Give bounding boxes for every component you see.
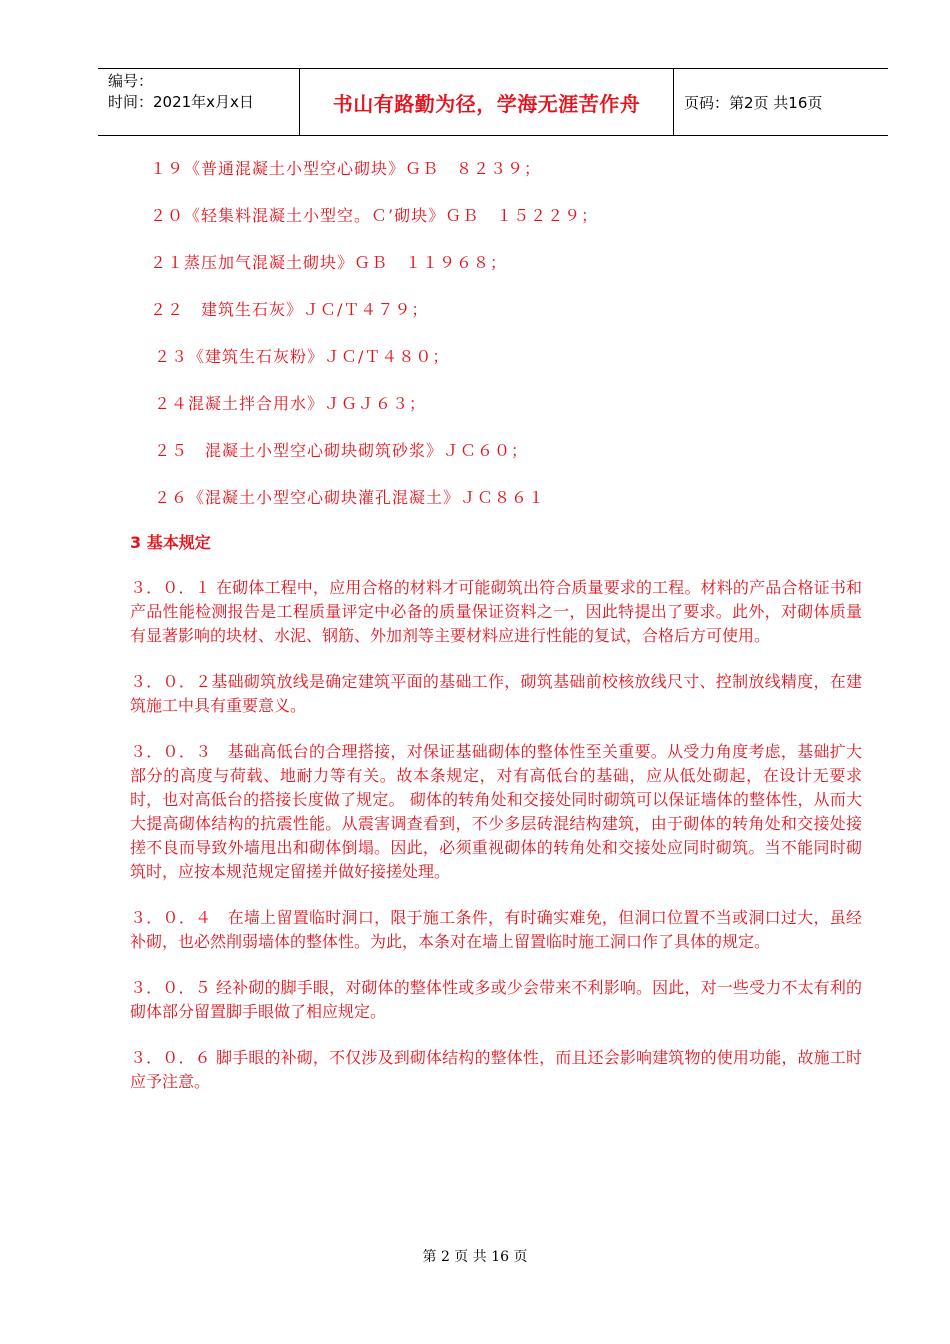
reference-item: ２３《建筑生石灰粉》ＪＣ/Ｔ４８０；	[154, 347, 450, 366]
header-motto: 书山有路勤为径，学海无涯苦作舟	[300, 69, 674, 135]
section-title: 3 基本规定	[130, 533, 211, 552]
paragraph: ３．０．１ 在砌体工程中，应用合格的材料才可能砌筑出符合质量要求的工程。材料的产品合格证书和产品性能检测报告是工程质量评定中必备的质量保证资料之一，因此特提出了要求。此外，对砌体质量有显著影响的块材、水泥、钢筋、外加剂等主要材料应进行性能的复试，合格后方可使用。	[130, 578, 862, 645]
reference-item: ２１蒸压加气混凝土砌块》ＧＢ １１９６８；	[150, 253, 508, 272]
paragraph: ３．０．３ 基础高低台的合理搭接，对保证基础砌体的整体性至关重要。从受力角度考虑，基础扩大部分的高度与荷载、地耐力等有关。故本条规定，对有高低台的基础，应从低处砌起，在设计无要求时，也对高低台的搭接长度做了规定。 砌体的转角处和交接处同时砌筑可以保证墙体的整体性，从而大大提高砌体结构的抗震性能。从震害调查看到，不少多层砖混结构建筑，由于砌体的转角处和交接处接搓不良而导致外墙甩出和砌体倒塌。因此，必须重视砌体的转角处和交接处应同时砌筑。当不能同时砌筑时，应按本规范规定留搓并做好接搓处理。	[130, 742, 862, 881]
paragraph: ３．０．５ 经补砌的脚手眼，对砌体的整体性或多或少会带来不利影响。因此，对一些受力不太有利的砌体部分留置脚手眼做了相应规定。	[130, 978, 862, 1021]
reference-item: ２５ 混凝土小型空心砌块砌筑砂浆》ＪＣ６０；	[154, 441, 529, 460]
reference-item: ２４混凝土拌合用水》ＪＧＪ６３；	[154, 394, 427, 413]
page-header	[98, 68, 888, 136]
reference-item: ２２ 建筑生石灰》ＪＣ/Ｔ４７９；	[150, 300, 429, 319]
reference-item: ２０《轻集料混凝土小型空。Ｃ’砌块》ＧＢ １５２２９；	[150, 206, 599, 225]
paragraph: ３．０．２基础砌筑放线是确定建筑平面的基础工作，砌筑基础前校核放线尺寸、控制放线精度，在建筑施工中具有重要意义。	[130, 672, 862, 715]
page-footer: 第 2 页 共 16 页	[422, 1249, 528, 1265]
header-meta	[98, 69, 300, 135]
code-label: 编号：	[108, 72, 154, 90]
paragraph: ３．０．６ 脚手眼的补砌，不仅涉及到砌体结构的整体性，而且还会影响建筑物的使用功能，故施工时应予注意。	[130, 1048, 862, 1091]
time-label: 时间：2021年x月x日	[108, 93, 254, 111]
reference-item: ２６《混凝土小型空心砌块灌孔混凝土》ＪＣ８６１	[154, 488, 546, 507]
header-page-info: 页码：第2页 共16页	[684, 93, 823, 112]
reference-list	[130, 158, 862, 509]
document-body	[130, 158, 862, 1116]
reference-item: １９《普通混凝土小型空心砌块》ＧＢ ８２３９；	[150, 159, 542, 178]
paragraph: ３．０．４ 在墙上留置临时洞口，限于施工条件，有时确实难免，但洞口位置不当或洞口过大，虽经补砌，也必然削弱墙体的整体性。为此，本条对在墙上留置临时施工洞口作了具体的规定。	[130, 908, 862, 951]
